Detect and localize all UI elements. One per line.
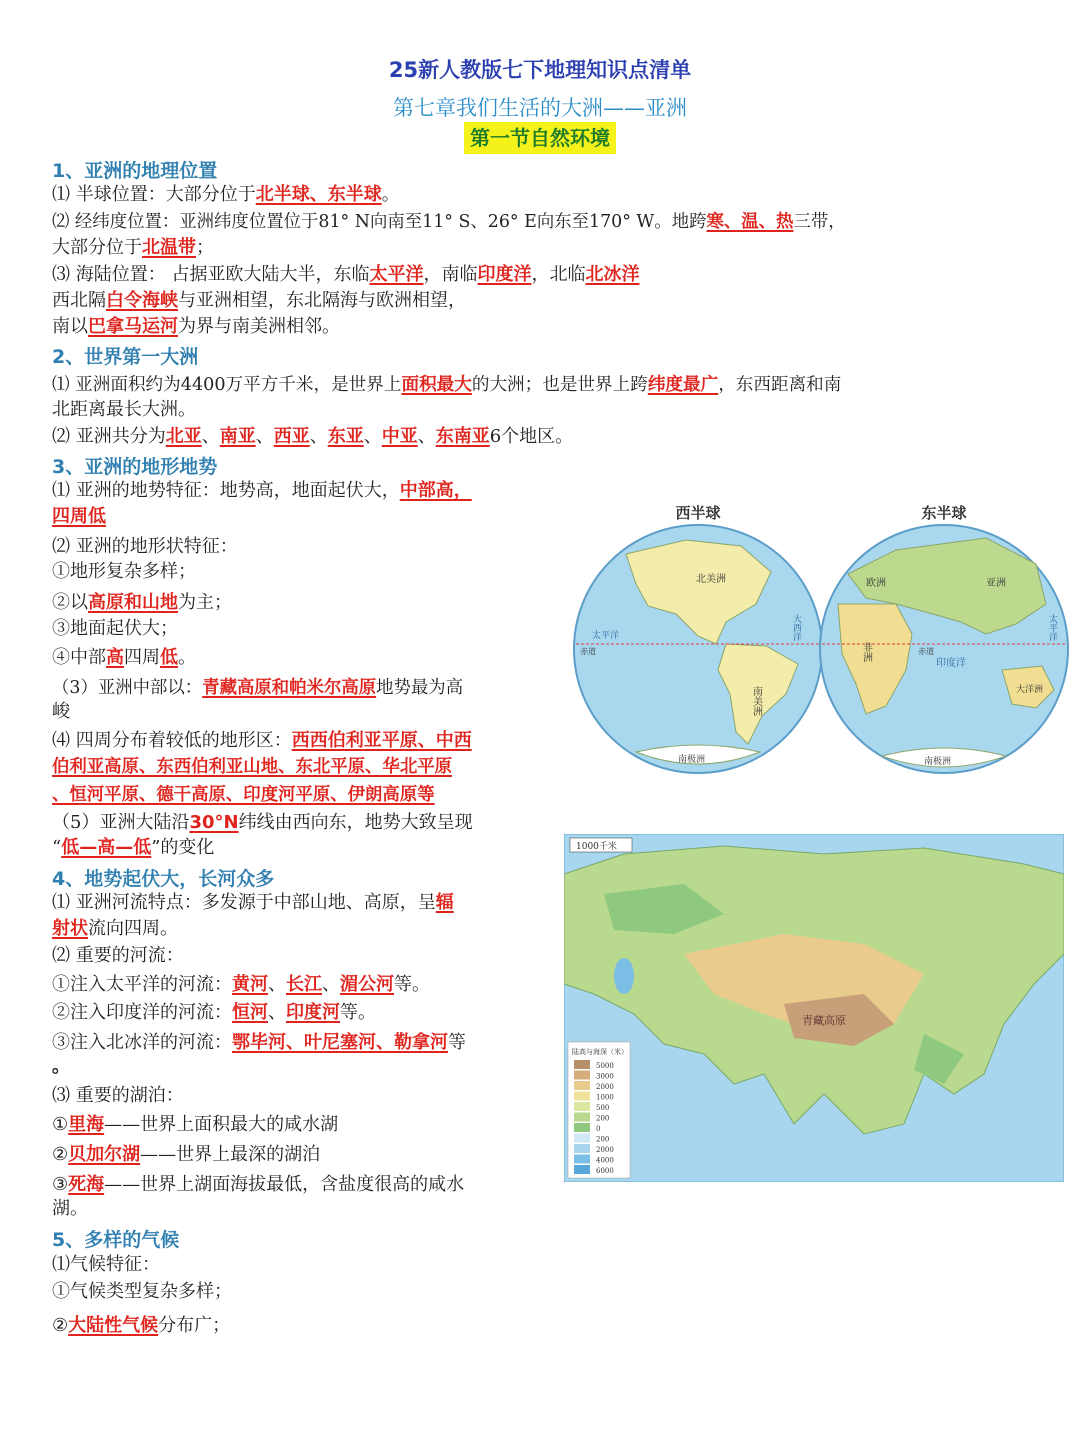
text-line: ⑵ 经纬度位置：亚洲纬度位置位于81° N向南至11° S、26° E向东至170° W。地跨寒、温、热三带， (52, 212, 846, 232)
label-indian-ocean: 印度洋 (936, 658, 966, 669)
text-line: ⑵ 亚洲的地形状特征： (52, 536, 238, 557)
text-line: ①注入太平洋的河流：黄河、长江、湄公河等。 (52, 974, 430, 995)
legend-swatch (574, 1060, 590, 1069)
text-line: ①地形复杂多样； (52, 561, 196, 582)
text-line: ⑶ 重要的湖泊： (52, 1085, 184, 1106)
legend-swatch (574, 1102, 590, 1111)
text-line: （3）亚洲中部以：青藏高原和帕米尔高原地势最为高 (52, 678, 464, 698)
text-line: ⑴气候特征： (52, 1254, 160, 1275)
legend-value: 4000 (596, 1156, 614, 1165)
label-qingzang: 青藏高原 (802, 1014, 846, 1027)
label-asia: 亚洲 (986, 578, 1006, 589)
text-line: ⑴ 亚洲的地势特征：地势高，地面起伏大，中部高， (52, 480, 472, 501)
text-line: 射状流向四周。 (52, 918, 178, 939)
text-line: ①里海——世界上面积最大的咸水湖 (52, 1114, 339, 1135)
legend-value: 5000 (596, 1062, 614, 1070)
text-line: 、恒河平原、德干高原、印度河平原、伊朗高原等 (52, 785, 435, 805)
text-line: ⑷ 四周分布着较低的地形区：西西伯利亚平原、中西 (52, 730, 472, 751)
legend-value: 200 (596, 1114, 610, 1123)
text-line: 大部分位于北温带； (52, 237, 214, 258)
text-line: ⑵ 重要的河流： (52, 945, 184, 966)
legend-swatch (574, 1092, 590, 1101)
legend-swatch (574, 1123, 590, 1132)
legend-value: 500 (596, 1104, 610, 1112)
west-hemisphere-title: 西半球 (675, 504, 721, 522)
text-line: 峻 (52, 701, 70, 722)
legend-swatch (574, 1081, 590, 1090)
text-line: ⑴ 亚洲面积约为4400万平方千米，是世界上面积最大的大洲；也是世界上跨纬度最广，东西距离和南 (52, 375, 842, 395)
label-equator-east: 赤道 (918, 647, 934, 656)
caspian-sea-shape (614, 958, 634, 994)
legend-value: 3000 (596, 1072, 614, 1081)
east-hemisphere-title: 东半球 (921, 504, 967, 522)
label-south-america: 南美洲 (750, 686, 762, 716)
label-north-america: 北美洲 (696, 574, 726, 585)
text-line: ③注入北冰洋的河流：鄂毕河、叶尼塞河、勒拿河等 (52, 1032, 466, 1053)
text-line: ①气候类型复杂多样； (52, 1281, 232, 1302)
text-line: ⑴ 半球位置：大部分位于北半球、东半球。 (52, 184, 400, 205)
heading-geographic-position: 1、亚洲的地理位置 (52, 160, 218, 182)
heading-climate: 5、多样的气候 (52, 1229, 180, 1251)
label-pacific-west: 太平洋 (592, 631, 620, 641)
label-africa: 非洲 (860, 642, 872, 662)
legend-title: 陆高与海深（米） (572, 1048, 628, 1056)
scale-bar-label: 1000千米 (576, 842, 617, 852)
text-line: 。 (52, 1056, 70, 1077)
text-line: ⑴ 亚洲河流特点：多发源于中部山地、高原，呈辐 (52, 892, 454, 913)
legend-value: 6000 (596, 1167, 614, 1175)
legend-value: 1000 (596, 1093, 614, 1102)
chapter-title: 第七章我们生活的大洲——亚洲 (393, 96, 687, 120)
text-line: ②注入印度洋的河流：恒河、印度河等。 (52, 1002, 376, 1023)
text-line: 西北隔白令海峡与亚洲相望，东北隔海与欧洲相望， (52, 290, 466, 311)
text-line: 伯利亚高原、东西伯利亚山地、东北平原、华北平原 (52, 757, 452, 777)
section-title: 第一节自然环境 (464, 122, 616, 154)
legend-value: 2000 (596, 1146, 614, 1154)
text-line: （5）亚洲大陆沿30°N纬线由西向东，地势大致呈现 (52, 812, 473, 833)
doc-title: 25新人教版七下地理知识点清单 (388, 58, 692, 82)
heading-terrain: 3、亚洲的地形地势 (52, 456, 218, 478)
text-line: ⑶ 海陆位置： 占据亚欧大陆大半，东临太平洋，南临印度洋，北临北冰洋 (52, 264, 640, 285)
heading-largest-continent: 2、世界第一大洲 (52, 346, 199, 368)
legend-value: 0 (596, 1125, 601, 1133)
legend-swatch (574, 1144, 590, 1153)
asia-physical-map (564, 834, 1064, 1182)
label-antarctica-west: 南极洲 (678, 755, 706, 765)
legend-swatch (574, 1165, 590, 1174)
legend-value: 200 (596, 1135, 610, 1144)
text-line: ④中部高四周低。 (52, 647, 196, 668)
label-antarctica-east: 南极洲 (924, 757, 952, 767)
text-line: ⑵ 亚洲共分为北亚、南亚、西亚、东亚、中亚、东南亚6个地区。 (52, 426, 574, 447)
text-line: ③地面起伏大； (52, 618, 178, 639)
label-atlantic: 大西洋 (791, 614, 801, 641)
text-line: 南以巴拿马运河为界与南美洲相邻。 (52, 316, 340, 337)
legend-swatch (574, 1155, 590, 1164)
text-line: 湖。 (52, 1198, 88, 1219)
legend-swatch (574, 1134, 590, 1143)
text-line: 四周低 (52, 506, 106, 527)
text-line: ②大陆性气候分布广； (52, 1315, 231, 1336)
legend-swatch (574, 1071, 590, 1080)
legend (568, 1042, 630, 1178)
label-equator-west: 赤道 (580, 647, 596, 656)
label-europe: 欧洲 (866, 578, 886, 589)
legend-value: 2000 (596, 1083, 614, 1091)
hemisphere-map (566, 494, 1072, 780)
text-line: ③死海——世界上湖面海拔最低，含盐度很高的咸水 (52, 1174, 465, 1195)
heading-rivers: 4、地势起伏大，长河众多 (52, 868, 275, 890)
label-oceania: 大洋洲 (1016, 685, 1044, 695)
text-line: ②以高原和山地为主； (52, 592, 232, 613)
text-line: “低—高—低”的变化 (52, 837, 215, 858)
legend-swatch (574, 1113, 590, 1122)
text-line: ②贝加尔湖——世界上最深的湖泊 (52, 1144, 321, 1165)
label-pacific-east: 太平洋 (1047, 614, 1057, 641)
text-line: 北距离最长大洲。 (52, 399, 196, 420)
